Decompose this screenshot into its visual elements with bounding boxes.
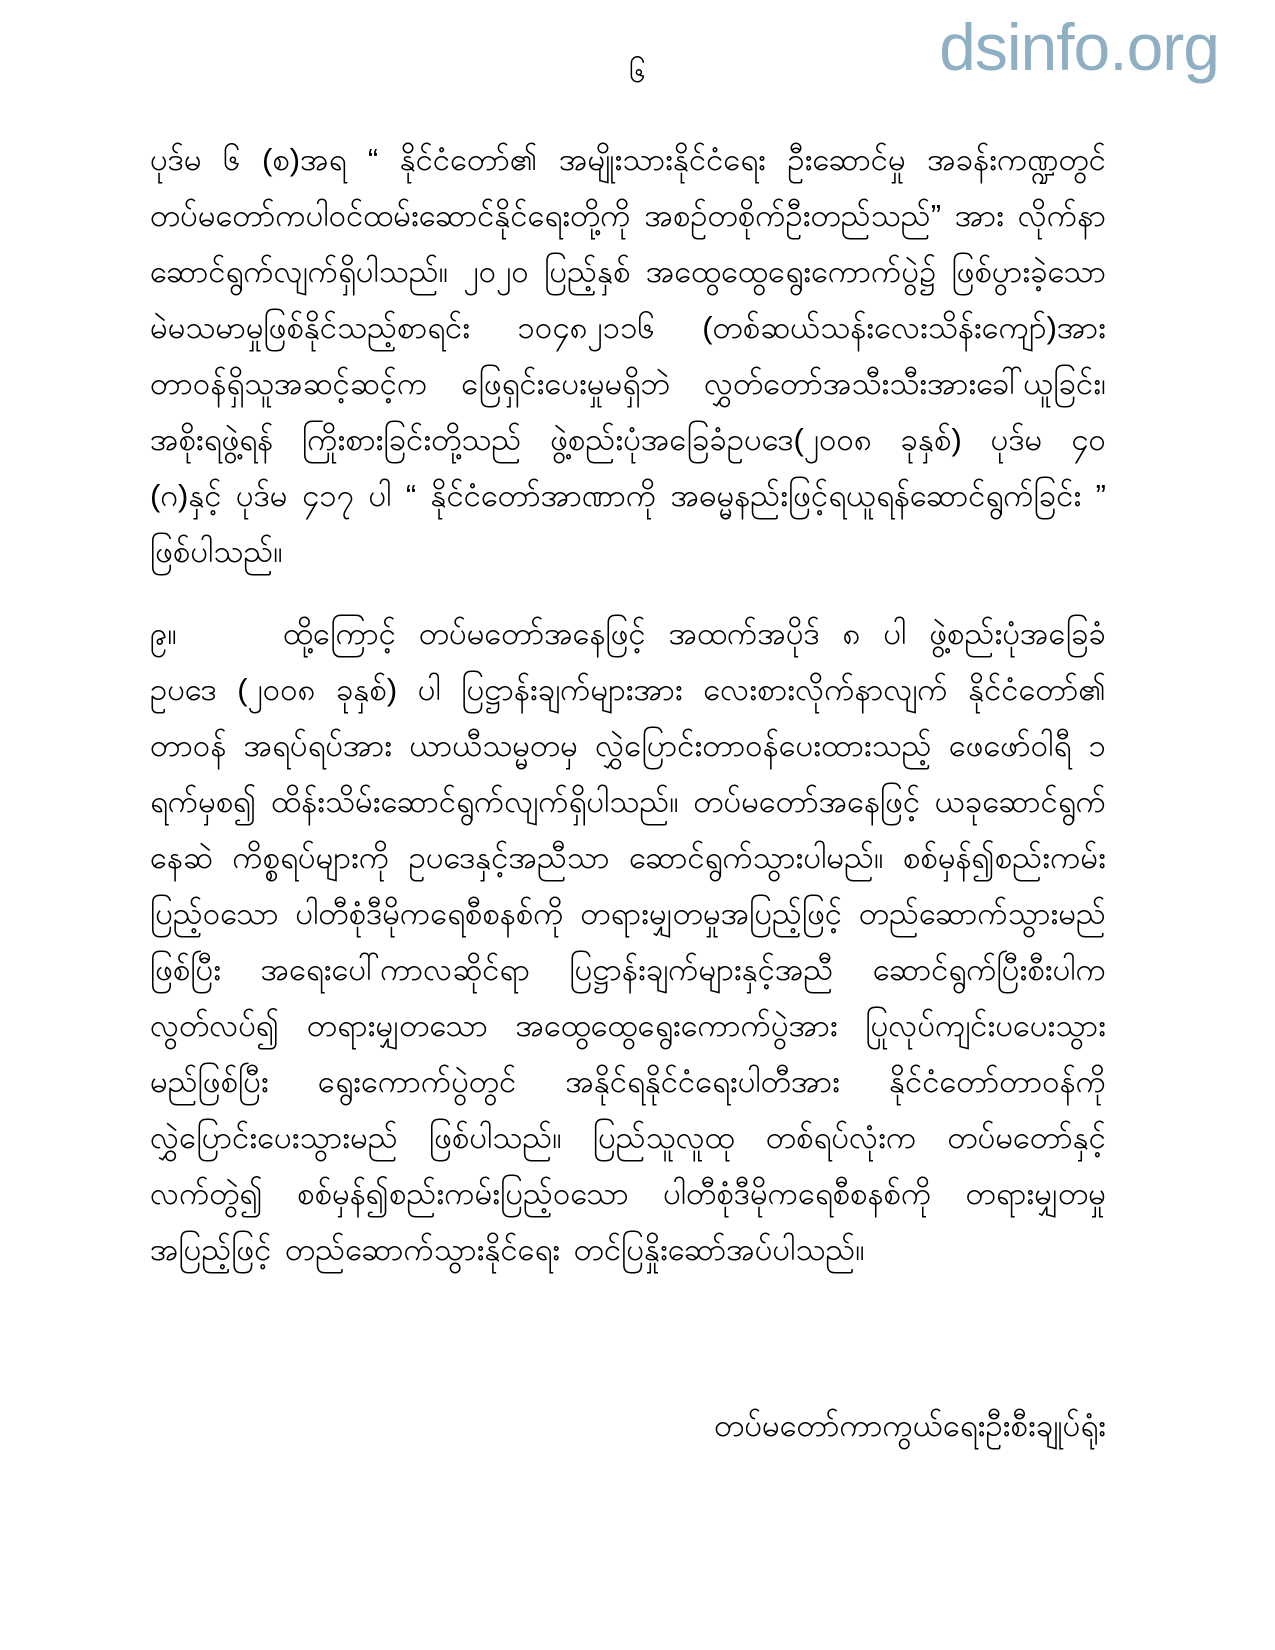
paragraph-2-number: ၉။ [150,616,177,651]
dsinfo-watermark: dsinfo.org [939,10,1219,84]
signature-line: တပ်မတော်ကာကွယ်ရေးဦးစီးချုပ်ရုံး [714,1408,1106,1443]
paragraph-2-text: ထို့ကြောင့် တပ်မတော်အနေဖြင့် အထက်အပိုဒ် ၈ ပါ ဖွဲ့စည်းပုံအခြေခံဥပဒေ (၂၀၀၈ ခုနှစ်) ပါ ပြဋ္ဌာန်းချက်များအား လေးစားလိုက်နာလျက် နိုင်ငံတော်၏ တာဝန် အရပ်ရပ်အား ယာယီသမ္မတမှ လွှဲပြောင်းတာဝန်ပေးထားသည့် ဖေဖော်ဝါရီ ၁ ရက်မှစ၍ ထိန်းသိမ်းဆောင်ရွက်လျက်ရှိပါသည်။ တပ်မတော်အနေဖြင့် ယခုဆောင်ရွက်နေဆဲ ကိစ္စရပ်များကို ဥပဒေနှင့်အညီသာ ဆောင်ရွက်သွားပါမည်။ စစ်မှန်၍စည်းကမ်းပြည့်ဝသော ပါတီစုံဒီမိုကရေစီစနစ်ကို တရားမျှတမှုအပြည့်ဖြင့် တည်ဆောက်သွားမည်ဖြစ်ပြီး အရေးပေါ်ကာလဆိုင်ရာ ပြဋ္ဌာန်းချက်များနှင့်အညီ ဆောင်ရွက်ပြီးစီးပါက လွတ်လပ်၍ တရားမျှတသော အထွေထွေရွေးကောက်ပွဲအား ပြုလုပ်ကျင်းပပေးသွားမည်ဖြစ်ပြီး ရွေးကောက်ပွဲတွင် အနိုင်ရနိုင်ငံရေးပါတီအား နိုင်ငံတော်တာဝန်ကို လွှဲပြောင်းပေးသွားမည် ဖြစ်ပါသည်။ ပြည်သူလူထု တစ်ရပ်လုံးက တပ်မတော်နှင့်လက်တွဲ၍ စစ်မှန်၍စည်းကမ်းပြည့်ဝသော ပါတီစုံဒီမိုကရေစီစနစ်ကို တရားမျှတမှုအပြည့်ဖြင့် တည်ဆောက်သွားနိုင်ရေး တင်ပြနှိုးဆော်အပ်ပါသည်။ [150,616,1106,1267]
paragraph-2 [150,606,1106,1278]
paragraph-1-text: ပုဒ်မ ၆ (စ)အရ “ နိုင်ငံတော်၏ အမျိုးသားနိုင်ငံရေး ဦးဆောင်မှု အခန်းကဏ္ဍတွင် တပ်မတော်ကပါဝင်ထမ်းဆောင်နိုင်ရေးတို့ကို အစဉ်တစိုက်ဦးတည်သည်” အား လိုက်နာ ဆောင်ရွက်လျက်ရှိပါသည်။ ၂၀၂၀ ပြည့်နှစ် အထွေထွေရွေးကောက်ပွဲ၌ ဖြစ်ပွားခဲ့သော မဲမသမာမှုဖြစ်နိုင်သည့်စာရင်း ၁၀၄၈၂၁၁၆ (တစ်ဆယ်သန်းလေးသိန်းကျော်)အား တာဝန်ရှိသူအဆင့်ဆင့်က ဖြေရှင်းပေးမှုမရှိဘဲ လွှတ်တော်အသီးသီးအားခေါ်ယူခြင်း၊ အစိုးရဖွဲ့ရန် ကြိုးစားခြင်းတို့သည် ဖွဲ့စည်းပုံအခြေခံဥပဒေ(၂၀၀၈ ခုနှစ်) ပုဒ်မ ၄၀ (ဂ)နှင့် ပုဒ်မ ၄၁၇ ပါ “ နိုင်ငံတော်အာဏာကို အဓမ္မနည်းဖြင့်ရယူရန်ဆောင်ရွက်ခြင်း ” ဖြစ်ပါသည်။ [150,142,1106,569]
page-number: ၆ [629,56,646,89]
paragraph-1 [150,132,1106,580]
document-body [150,132,1106,1304]
